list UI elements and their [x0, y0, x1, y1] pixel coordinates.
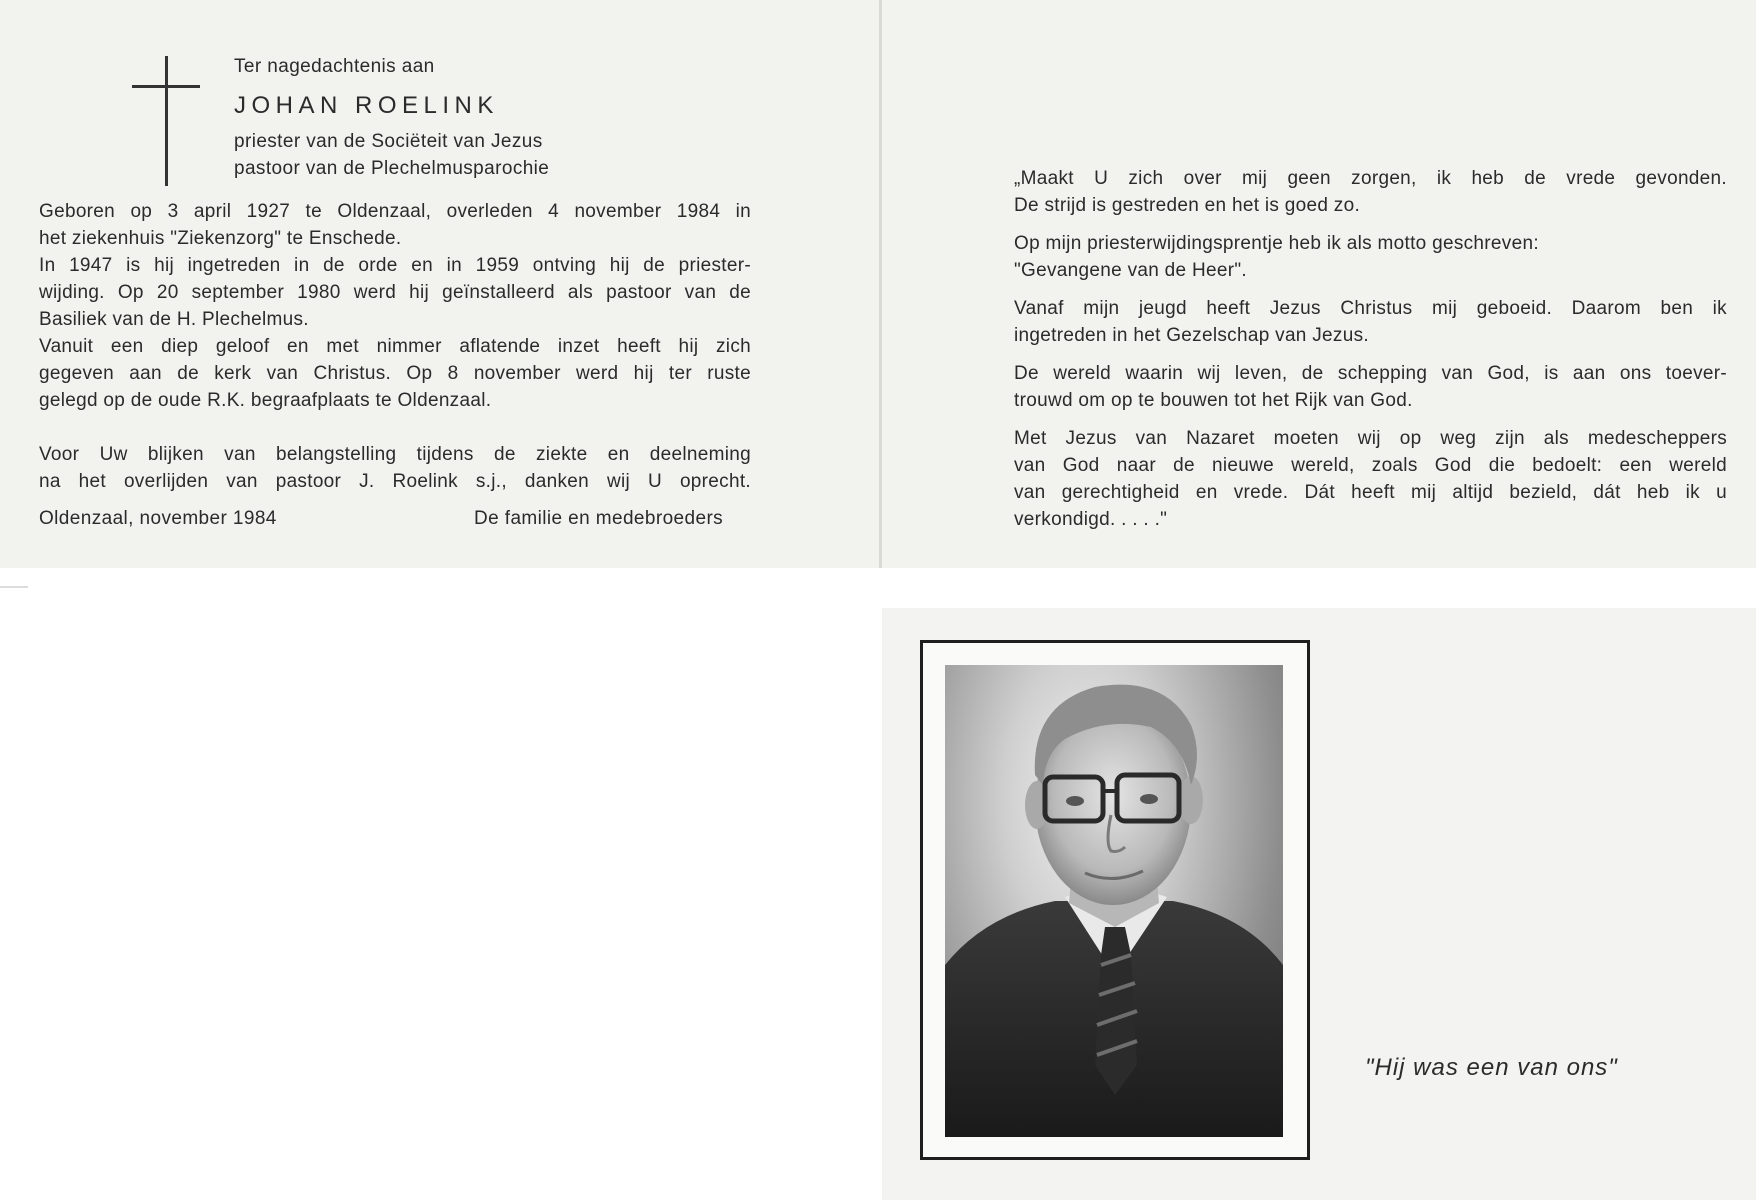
bio-line: Basiliek van de H. Plechelmus.	[39, 309, 309, 330]
biography	[39, 198, 751, 414]
cross-icon	[165, 56, 168, 186]
bio-line: Geboren op 3 april 1927 te Oldenzaal, overleden 4 november 1984 in	[39, 201, 751, 222]
quote-line: verkondigd. . . . ."	[1014, 509, 1168, 530]
cross-icon-bar	[132, 85, 200, 88]
role-line-2: pastoor van de Plechelmusparochie	[234, 158, 550, 179]
quote-paragraph-2	[1014, 230, 1727, 284]
thanks-line: Voor Uw blijken van belangstelling tijdens de ziekte en deelneming	[39, 444, 751, 465]
bio-line: het ziekenhuis "Ziekenzorg" te Enschede.	[39, 228, 402, 249]
bio-line: gegeven aan de kerk van Christus. Op 8 november werd hij ter ruste	[39, 363, 751, 384]
quote-line: Vanaf mijn jeugd heeft Jezus Christus mij geboeid. Daarom ben ik	[1014, 298, 1727, 319]
quote-paragraph-3	[1014, 295, 1727, 349]
bio-line: gelegd op de oude R.K. begraafplaats te Oldenzaal.	[39, 390, 492, 411]
thanks-text	[39, 441, 751, 495]
quote-line: "Gevangene van de Heer".	[1014, 260, 1248, 281]
quote-line: van God naar de nieuwe wereld, zoals God die bedoelt: een wereld	[1014, 455, 1727, 476]
portrait-frame	[920, 640, 1310, 1160]
role-line-1: priester van de Sociëteit van Jezus	[234, 131, 543, 152]
portrait-photo	[945, 665, 1283, 1137]
quote-paragraph-5	[1014, 425, 1727, 533]
quote-line: trouwd om op te bouwen tot het Rijk van God.	[1014, 390, 1413, 411]
quote-line: ingetreden in het Gezelschap van Jezus.	[1014, 325, 1369, 346]
signature: De familie en medebroeders	[474, 508, 724, 529]
quote-line: De strijd is gestreden en het is goed zo.	[1014, 195, 1361, 216]
quote-line: De wereld waarin wij leven, de schepping van God, is aan ons toever-	[1014, 363, 1727, 384]
portrait-illustration	[945, 665, 1283, 1137]
quote-paragraph-4	[1014, 360, 1727, 414]
deceased-name: JOHAN ROELINK	[234, 92, 499, 119]
quote-line: „Maakt U zich over mij geen zorgen, ik heb de vrede gevonden.	[1014, 168, 1727, 189]
quote-line: Op mijn priesterwijdingsprentje heb ik als motto geschreven:	[1014, 233, 1539, 254]
quote-line: van gerechtigheid en vrede. Dát heeft mij altijd bezield, dát heb ik u	[1014, 482, 1727, 503]
place-date: Oldenzaal, november 1984	[39, 508, 277, 529]
quote-line: Met Jezus van Nazaret moeten wij op weg zijn als medescheppers	[1014, 428, 1727, 449]
thanks-line: na het overlijden van pastoor J. Roelink s.j., danken wij U oprecht.	[39, 471, 751, 492]
bio-line: In 1947 is hij ingetreden in de orde en in 1959 ontving hij de priester-	[39, 255, 751, 276]
bio-line: wijding. Op 20 september 1980 werd hij geïnstalleerd als pastoor van de	[39, 282, 751, 303]
bio-line: Vanuit een diep geloof en met nimmer aflatende inzet heeft hij zich	[39, 336, 751, 357]
scan-mark	[0, 586, 28, 588]
memorial-header: Ter nagedachtenis aan	[234, 56, 435, 77]
memorial-quote: "Hij was een van ons"	[1365, 1054, 1618, 1081]
quote-paragraph-1	[1014, 165, 1727, 219]
